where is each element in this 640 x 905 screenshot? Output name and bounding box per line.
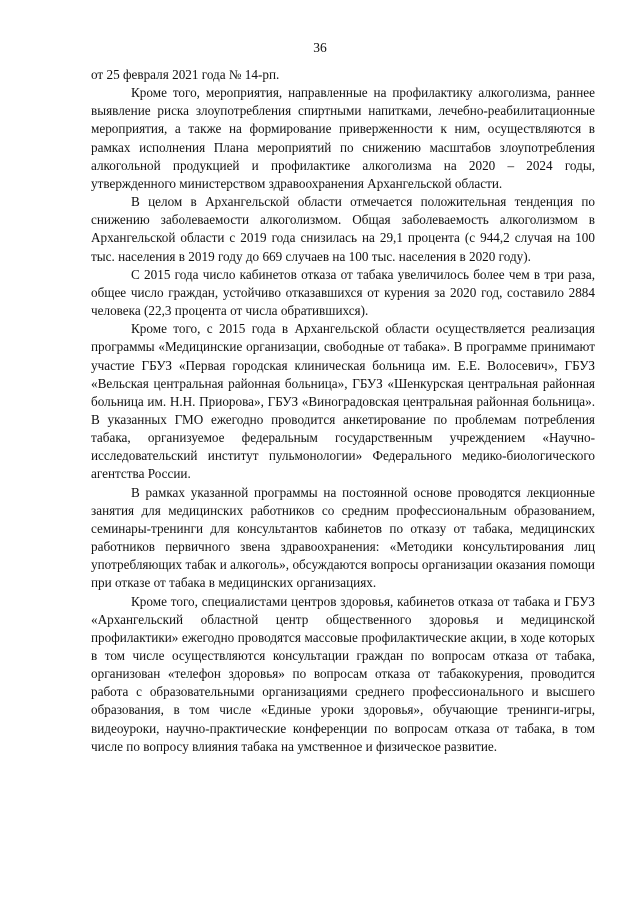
paragraph-alcohol-prevention-plan: Кроме того, мероприятия, направленные на профилактику алкоголизма, раннее выявление риска злоупотребления спиртными напитками, лечебно-реабилитационные мероприятия, а также на формирование приверженности к ним, осуществляются в рамках исполнения Плана мероприятий по снижению масштабов злоупотребления алкогольной продукцией и профилактике алкоголизма на 2020 – 2024 годы, утвержденного министерством здравоохранения Архангельской области.	[91, 85, 595, 191]
document-body	[91, 66, 595, 756]
paragraph-training-seminars: В рамках указанной программы на постоянной основе проводятся лекционные занятия для медицинских работников со средним профессиональным образованием, семинары-тренинги для консультантов кабинетов по отказу от табака, медицинских работников первичного звена здравоохранения: «Методики консультирования лиц употребляющих табак и алкоголь», обсуждаются вопросы организации оказания помощи при отказе от табака в медицинских организациях.	[91, 484, 595, 591]
paragraph-health-centers-activities: Кроме того, специалистами центров здоровья, кабинетов отказа от табака и ГБУЗ «Архангельский областной центр общественного здоровья и медицинской профилактики» ежегодно проводятся массовые профилактические акции, в ходе которых в том числе осуществляются консультации граждан по вопросам отказа от табака, организован «телефон здоровья» по вопросам отказа от табакокурения, проводится работа с образовательными организациями среднего профессионального и высшего образования, в том числе «Единые уроки здоровья», обучающие тренинги-игры, видеоуроки, научно-практические конференции по вопросам отказа от табака, в том числе по вопросу влияния табака на умственное и физическое развитие.	[91, 593, 595, 754]
paragraph-alcoholism-trend: В целом в Архангельской области отмечается положительная тенденция по снижению заболеваемости алкоголизмом. Общая заболеваемость алкоголизмом в Архангельской области с 2019 года снизилась на 29,1 процента (с 944,2 случая на 100 тыс. населения в 2019 году до 669 случаев на 100 тыс. населения в 2020 году).	[91, 194, 595, 264]
paragraph-continuation: от 25 февраля 2021 года № 14-рп.	[91, 67, 280, 82]
page-number: 36	[313, 40, 327, 55]
paragraph-tobacco-free-program: Кроме того, с 2015 года в Архангельской области осуществляется реализация программы «Медицинские организации, свободные от табака». В программе принимают участие ГБУЗ «Первая городская клиническая больница им. Е.Е. Волосевич», ГБУЗ «Вельская центральная районная больница», ГБУЗ «Шенкурская центральная районная больница им. Н.Н. Приорова», ГБУЗ «Виноградовская центральная районная больница». В указанных ГМО ежегодно проводится анкетирование по проблемам потребления табака, организуемое федеральным государственным учреждением «Научно-исследовательский институт пульмонологии» Федерального медико-биологического агентства России.	[91, 321, 595, 482]
paragraph-tobacco-cessation-rooms: С 2015 года число кабинетов отказа от табака увеличилось более чем в три раза, общее число граждан, устойчиво отказавшихся от курения за 2020 год, составило 2884 человека (22,3 процента от числа обратившихся).	[91, 266, 595, 319]
